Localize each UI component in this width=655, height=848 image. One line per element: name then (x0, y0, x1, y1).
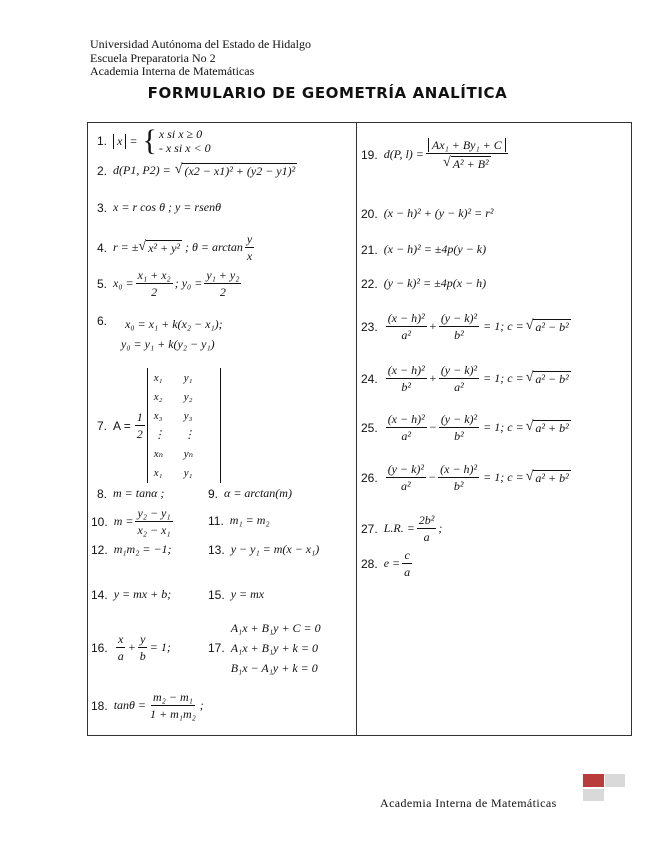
formula-15: 15. y = mx (208, 587, 265, 602)
formula-13: 13. y − y₁ = m(x − x₁) (208, 542, 320, 557)
sqrt-symbol: √ (138, 239, 147, 254)
formula-1: 1. x = { x si x ≥ 0 - x si x < 0 (97, 124, 211, 157)
academy-logo-square-gray-lower (583, 789, 604, 801)
formula-14: 14. y = mx + b; (91, 587, 172, 602)
formula-20: 20. (x − h)² + (y − k)² = r² (361, 206, 494, 221)
formula-3: 3. x = r cos θ ; y = rsenθ (97, 200, 221, 215)
brace-symbol: { (142, 124, 157, 157)
determinant-matrix: x₁ y₁ x₂ y₂ x₃ y₃ ⋮ ⋮ xₙ yₙ x₁ y₁ (147, 368, 221, 483)
sqrt-symbol: √ (525, 419, 534, 434)
formula-24: 24. $\frac{\text{(x − h)²}}{\text{b²}}$ + $\frac{\text{(y − k)²}}{\text{a²}}$ = 1; c = √ a² − b² (361, 363, 569, 394)
formula-25: 25. $\frac{\text{(x − h)²}}{\text{a²}}$ − $\frac{\text{(y − k)²}}{\text{b²}}$ = 1; c = √ a² + b² (361, 412, 569, 443)
formula-26: 26. $\frac{\text{(y − k)²}}{\text{a²}}$ − $\frac{\text{(x − h)²}}{\text{b²}}$ = 1; c = √ a² + b² (361, 462, 569, 493)
formula-19: 19. d(P, l) = Ax₁ + By₁ + C √ A² + B² (361, 138, 510, 171)
sqrt-symbol: √ (443, 155, 451, 170)
school-name: Escuela Preparatoria No 2 (90, 50, 216, 65)
sqrt-symbol: √ (174, 162, 183, 177)
formula-18: 18. tanθ = $\frac{\text{m₂ − m₁}}{\text{1 + m₁m₂}}$ ; (91, 690, 204, 721)
institution-header (90, 38, 311, 79)
formula-17: 17. A₁x + B₁y + C = 0 A₁x + B₁y + k = 0 B₁x − A₁y + k = 0 (208, 621, 321, 675)
sqrt-symbol: √ (525, 318, 534, 333)
formula-2: 2. d(P1, P2) = √ (x2 − x1)² + (y2 − y1)² (97, 162, 296, 178)
sqrt-symbol: √ (525, 469, 534, 484)
sqrt-symbol: √ (525, 370, 534, 385)
column-divider (356, 123, 357, 735)
formula-27: 27. L.R. = $\frac{\text{2b²}}{a}$ ; (361, 513, 443, 544)
formula-4: 4. r = ± √ x² + y² ; θ = arctan $\frac{y}{x}$ (97, 232, 253, 263)
page-title: FORMULARIO DE GEOMETRÍA ANALÍTICA (147, 84, 508, 102)
formula-7: 7. A = $\frac{1}{2}$ x₁ y₁ x₂ y₂ x₃ y₃ ⋮ ⋮ xₙ yₙ x₁ y₁ (97, 368, 221, 483)
footer-academy: Academia Interna de Matemáticas (380, 796, 557, 810)
formula-16: 16. $\frac{x}{a}$ + $\frac{y}{b}$ = 1; (91, 632, 171, 663)
formula-23: 23. $\frac{\text{(x − h)²}}{\text{a²}}$ + $\frac{\text{(y − k)²}}{\text{b²}}$ = 1; c = √ a² − b² (361, 311, 569, 342)
academy-logo-square-red (583, 774, 604, 787)
formula-21: 21. (x − h)² = ±4p(y − k) (361, 242, 487, 257)
formula-22: 22. (y − k)² = ±4p(x − h) (361, 276, 487, 291)
academy-name: Academia Interna de Matemáticas (90, 64, 255, 78)
academy-logo-square-gray (605, 774, 625, 787)
formula-28: 28. e = $\frac{c}{a}$ (361, 548, 411, 579)
university-name: Universidad Autónoma del Estado de Hidalgo (90, 37, 311, 51)
formula-9: 9. α = arctan(m) (208, 486, 292, 501)
formula-6: 6. x₀ = x₁ + k(x₂ − x₁); y₀ = y₁ + k(y₂ − y₁) (97, 314, 223, 351)
formula-5: 5. x₀ = $\frac{\text{x₁ + x₂}}{2}$ ; y₀ = $\frac{\text{y₁ + y₂}}{2}$ (97, 268, 240, 299)
formula-11: 11. m₁ = m₂ (208, 513, 270, 528)
formula-12: 12. m₁m₂ = −1; (91, 542, 172, 557)
formula-8: 8. m = tanα ; (97, 486, 165, 501)
formula-10: 10. m = $\frac{\text{y₂ − y₁}}{\text{x₂ − x₁}}$ (91, 506, 171, 537)
